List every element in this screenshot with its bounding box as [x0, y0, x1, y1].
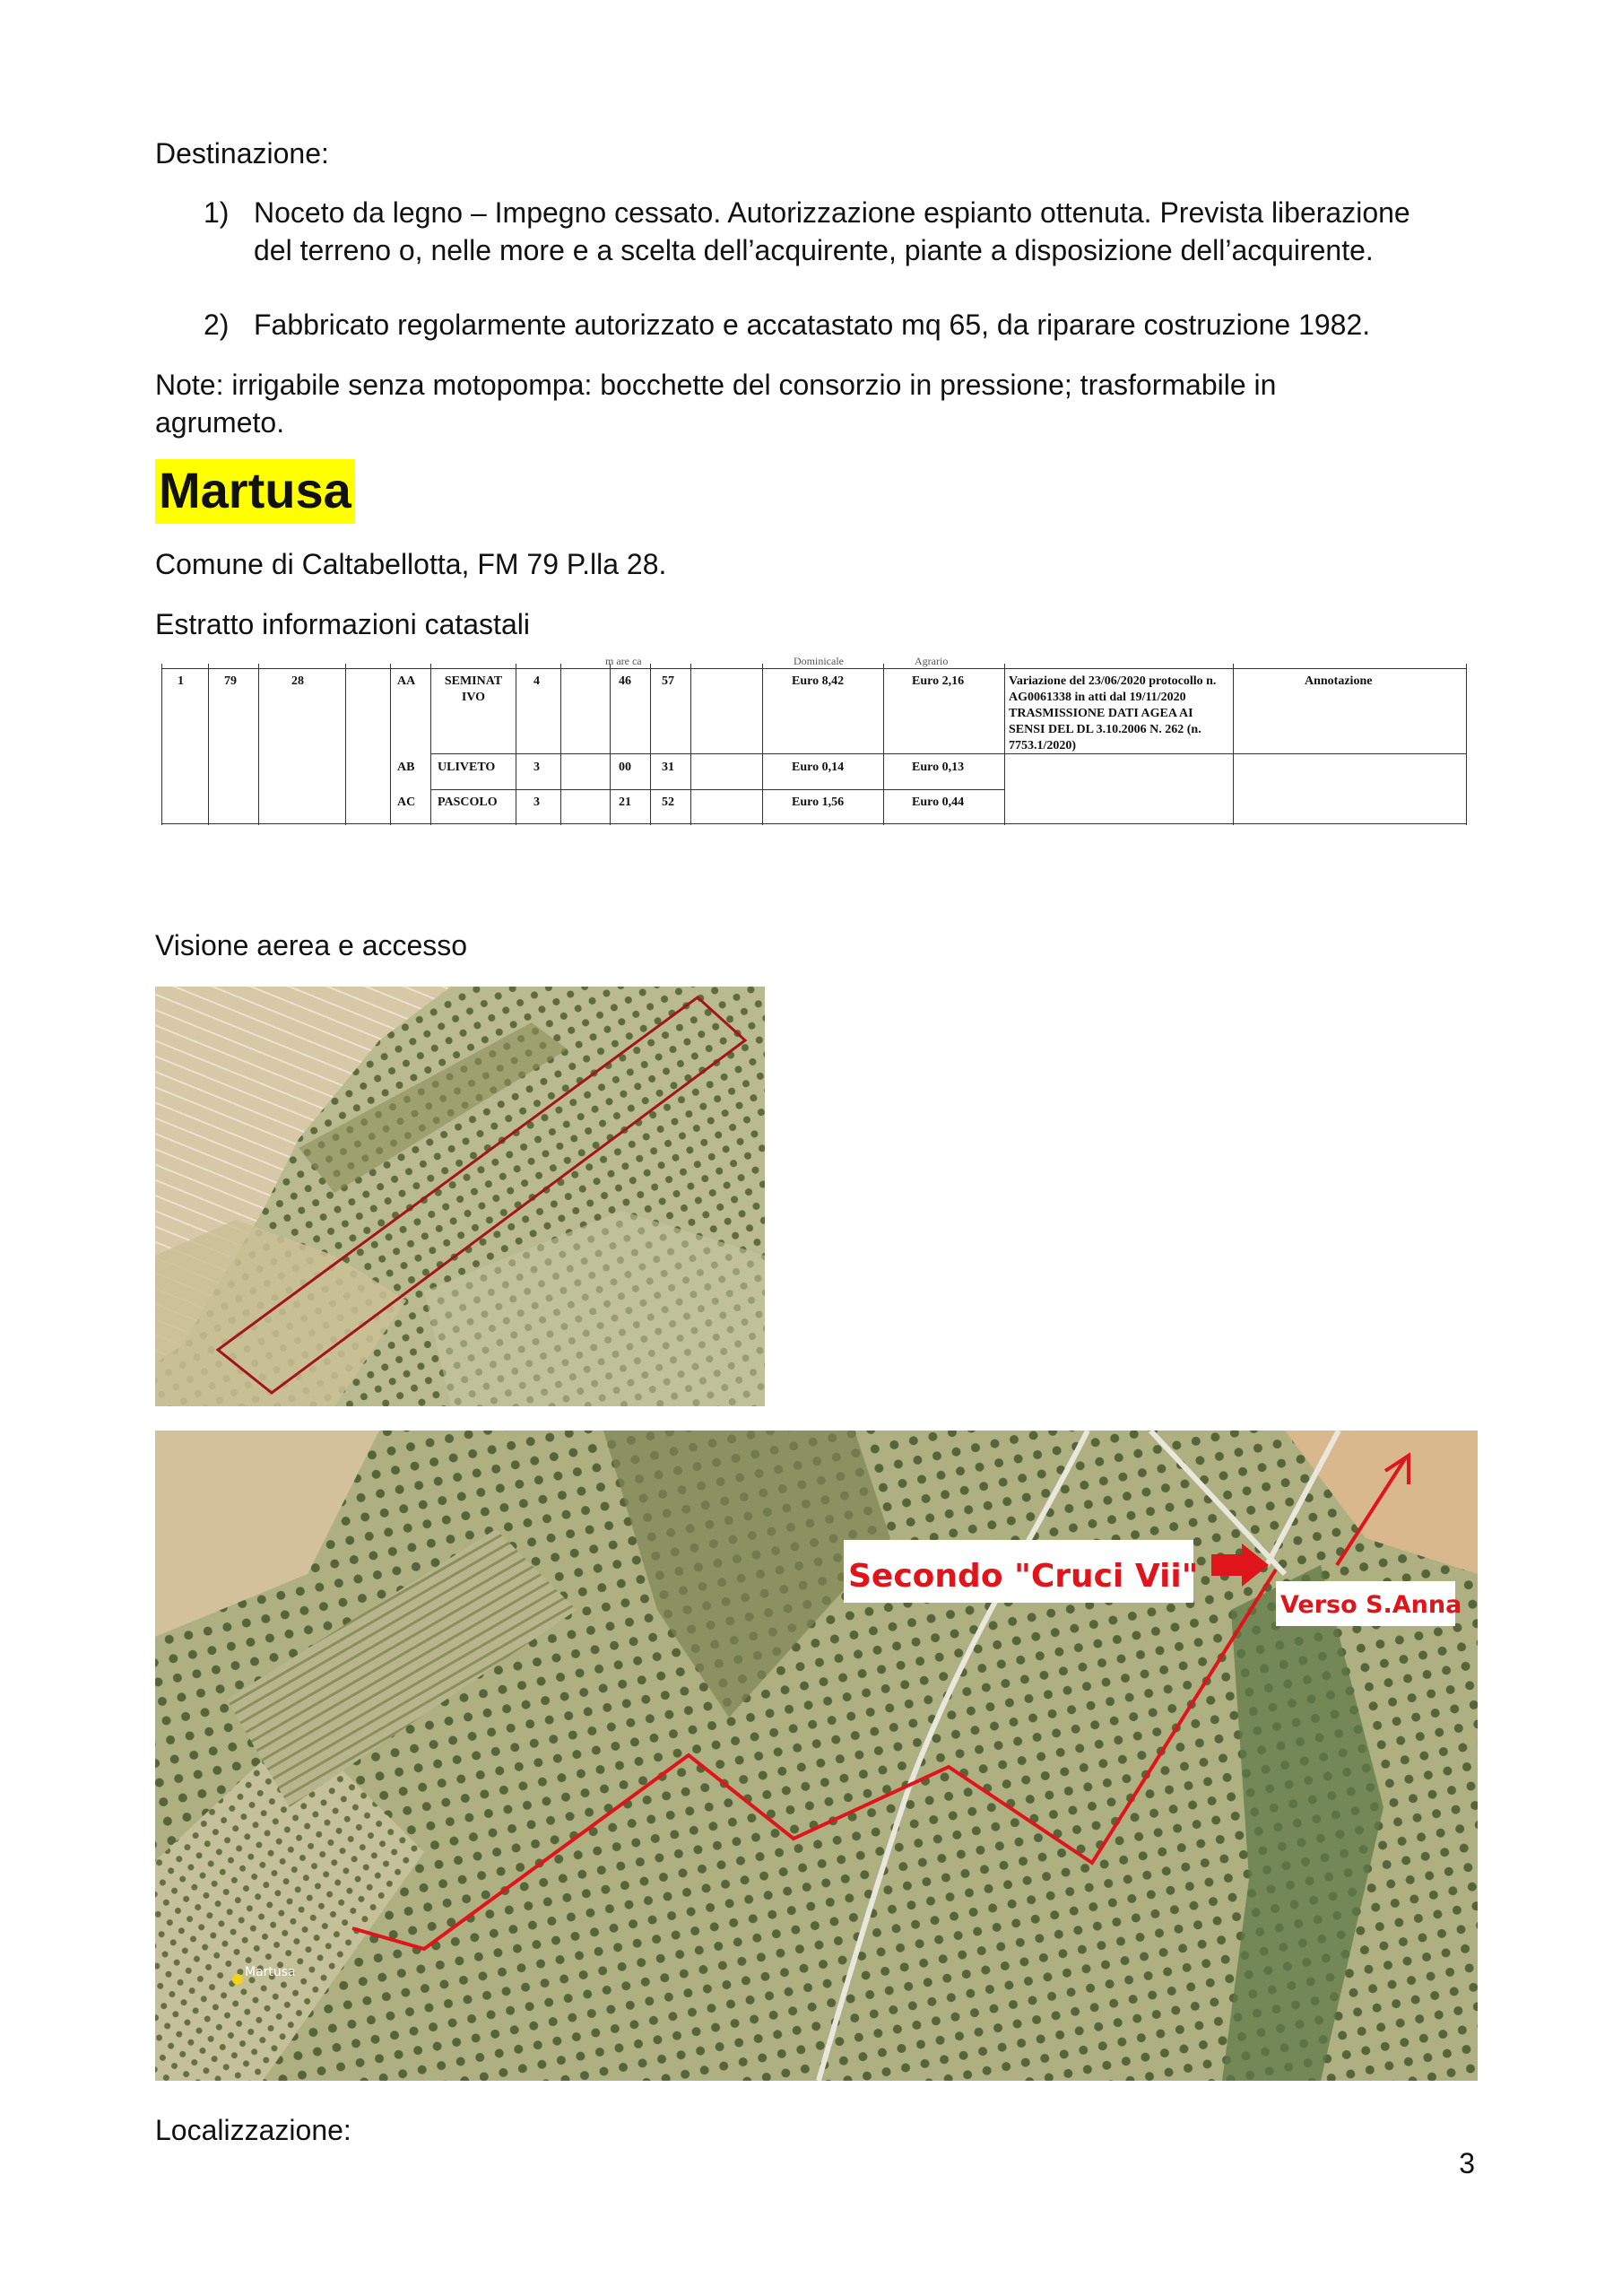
cell-foglio: 79 [224, 674, 237, 688]
cell-are: 46 [619, 674, 631, 688]
cell-are: 21 [619, 796, 631, 809]
header-fragment: Agrario [915, 655, 949, 667]
cell-dominicale: Euro 8,42 [792, 674, 845, 688]
list-text: Fabbricato regolarmente autorizzato e accatastato mq 65, da riparare costruzione 1982. [254, 309, 1371, 341]
aerial-photo-parcel [155, 987, 765, 1406]
cell-ca: 57 [662, 674, 674, 688]
localizzazione-label: Localizzazione: [155, 2114, 351, 2146]
map-label-placemark: Martusa [245, 1965, 296, 1979]
comune-line: Comune di Caltabellotta, FM 79 P.lla 28. [155, 548, 667, 580]
section-title: Martusa [155, 459, 355, 524]
cell-agrario: Euro 0,13 [912, 761, 965, 774]
cell-classe: 3 [533, 796, 540, 809]
cell-dominicale: Euro 0,14 [792, 761, 845, 774]
map-label-cruci: Secondo "Cruci Vii" [848, 1558, 1199, 1595]
estratto-label: Estratto informazioni catastali [155, 608, 530, 640]
note-text: Note: irrigabile senza motopompa: bocchette del consorzio in pressione; trasformabile in agrumeto. [155, 369, 1277, 439]
cadastre-table [161, 655, 1467, 825]
destinazione-heading: Destinazione: [155, 137, 329, 170]
aerial-label: Visione aerea e accesso [155, 929, 468, 961]
map-label-verso: Verso S.Anna [1280, 1591, 1462, 1619]
cell-agrario: Euro 2,16 [912, 674, 965, 688]
cell-qualita: SEMINAT IVO [444, 674, 503, 704]
cell-annotazione: Annotazione [1305, 674, 1373, 688]
cell-variazione: Variazione del 23/06/2020 protocollo n. AG0061338 in atti dal 19/11/2020 TRASMISSIONE DATI AGEA AI SENSI DEL DL 3.10.2006 N. 262 (n. 7753.1/2020) [1009, 674, 1217, 752]
cell-agrario: Euro 0,44 [912, 796, 965, 809]
header-fragment: Dominicale [794, 655, 844, 667]
aerial-photo-access [155, 1431, 1478, 2081]
page-number: 3 [1459, 2147, 1475, 2179]
cell-classe: 3 [533, 761, 540, 774]
cell-dominicale: Euro 1,56 [792, 796, 845, 809]
header-fragment: m are ca [605, 655, 642, 667]
list-number: 1) [204, 196, 230, 229]
cell-particella: 28 [291, 674, 304, 688]
placemark-icon [232, 1974, 243, 1985]
cell-porz: AA [397, 674, 416, 688]
cell-ca: 52 [662, 796, 674, 809]
cell-ca: 31 [662, 761, 674, 774]
cell-porz: AC [397, 796, 416, 809]
cell-qualita: PASCOLO [438, 796, 498, 809]
cell-are: 00 [619, 761, 631, 774]
cell-qualita: ULIVETO [438, 761, 496, 774]
cell-classe: 4 [533, 674, 540, 688]
list-number: 2) [204, 309, 230, 341]
cell-porz: AB [397, 761, 415, 774]
cell-n: 1 [178, 674, 184, 688]
list-text: Noceto da legno – Impegno cessato. Autorizzazione espianto ottenuta. Prevista liberazione del terreno o, nelle more e a scelta dell’acquirente, piante a disposizione dell’acquirente. [254, 196, 1410, 266]
note-paragraph [155, 366, 1410, 441]
